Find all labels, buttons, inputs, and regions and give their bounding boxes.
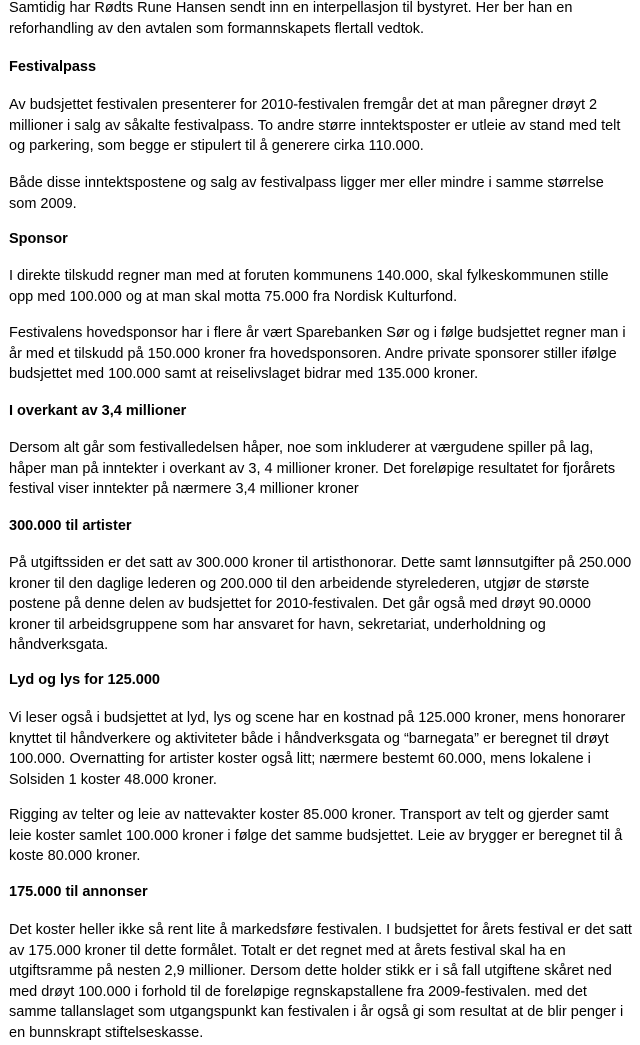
text-line: 100.000. Overnatting for artister koster også litt; nærmere bestemt 60.000, mens lokalene i [9, 751, 591, 767]
intro-paragraph [9, 0, 572, 39]
text-line: og parkering, som begge er stipulert til å generere cirka 110.000. [9, 138, 424, 154]
text-line: I direkte tilskudd regner man med at foruten kommunens 140.000, skal fylkeskommunen stille [9, 268, 609, 284]
section-heading-i-overkant: I overkant av 3,4 millioner [9, 403, 187, 419]
text-line: millioner i salg av såkalte festivalpass. To andre større inntektsposter er utleie av stand med telt [9, 117, 621, 134]
text-line: håndverksgata. [9, 637, 109, 653]
section-heading-artister: 300.000 til artister [9, 518, 132, 534]
paragraph [9, 95, 620, 157]
text-line: På utgiftssiden er det satt av 300.000 kroner til artisthonorar. Dette samt lønnsutgifter på 250.000 [9, 555, 632, 571]
text-line: utgiftsramme på nesten 2,9 millioner. Dersom dette holder stikk er i så fall utgiftene skåret ned [9, 963, 612, 979]
text-line: år med et tilskudd på 150.000 kroner fra hovedsponsoren. Andre private sponsorer stiller ifølge [9, 345, 617, 362]
paragraph [9, 805, 622, 867]
text-line: som 2009. [9, 195, 77, 212]
text-line: Det koster heller ikke så rent lite å markedsføre festivalen. I budsjettet for årets festival er det satt [9, 922, 632, 938]
paragraph [9, 266, 609, 307]
section-heading-lyd-og-lys: Lyd og lys for 125.000 [9, 672, 160, 688]
text-line: håper man på inntekter i overkant av 3, 4 millioner kroner. Det foreløpige resultatet for fjorårets [9, 460, 616, 477]
paragraph [9, 173, 604, 214]
text-line: Dersom alt går som festivalledelsen håper, noe som inkluderer at værgudene spiller på lag, [9, 440, 594, 456]
paragraph [9, 708, 625, 790]
text-line: Vi leser også i budsjettet at lyd, lys og scene har en kostnad på 125.000 kroner, mens honorarer [9, 710, 626, 726]
text-line: Rigging av telter og leie av nattevakter koster 85.000 kroner. Transport av telt og gjerder samt [9, 807, 609, 823]
text-line: Av budsjettet festivalen presenterer for 2010-festivalen fremgår det at man påregner drøyt 2 [9, 97, 598, 113]
text-line: en bunnskrapt stiftelseskasse. [9, 1024, 204, 1041]
paragraph [9, 438, 615, 500]
text-line: Samtidig har Rødts Rune Hansen sendt inn en interpellasjon til bystyret. Her ber han en [9, 0, 573, 16]
text-line: Festivalens hovedsponsor har i flere år vært Sparebanken Sør og i følge budsjettet regner man i [9, 325, 626, 341]
text-line: samme tallanslaget som utgangspunkt kan festivalen i år også gi som resultat at de blir penger i [9, 1004, 624, 1020]
paragraph [9, 323, 626, 385]
text-line: Både disse inntektspostene og salg av festivalpass ligger mer eller mindre i samme størrelse [9, 175, 604, 191]
text-line: knyttet til håndverkere og aktiviteter både i håndverksgata og “barnegata” er beregnet til drøyt [9, 730, 609, 747]
text-line: med drøyt 100.000 i forhold til de foreløpige regnskapstallene fra 2009-festivalen. med det [9, 983, 587, 1000]
text-line: opp med 100.000 og at man skal motta 75.000 fra Nordisk Kulturfond. [9, 288, 458, 305]
paragraph [9, 553, 631, 656]
text-line: av 175.000 kroner til dette formålet. Totalt er det regnet med at årets festival skal ha en [9, 942, 566, 959]
paragraph [9, 920, 632, 1043]
section-heading-annonser: 175.000 til annonser [9, 884, 148, 900]
text-line: kroner til den daglige lederen og 200.000 til den arbeidende styrelederen, utgjør de største [9, 575, 590, 592]
text-line: postene på denne delen av budsjettet for 2010-festivalen. Det går også med drøyt 90.0000 [9, 596, 591, 612]
text-line: koste 80.000 kroner. [9, 848, 141, 864]
text-line: budsjettet med 100.000 samt at reiselivslaget bidrar med 135.000 kroner. [9, 366, 479, 382]
text-line: leie koster samlet 100.000 kroner i følge det samme budsjettet. Leie av brygger er beregnet til å [9, 827, 623, 844]
text-line: Solsiden 1 koster 48.000 kroner. [9, 771, 217, 788]
section-heading-festivalpass: Festivalpass [9, 59, 97, 75]
text-line: reforhandling av den avtalen som formannskapets flertall vedtok. [9, 20, 425, 37]
section-heading-sponsor: Sponsor [9, 231, 68, 247]
text-line: kroner til arbeidsgruppene som har ansvaret for havn, sekretariat, underholdning og [9, 616, 546, 633]
text-line: festival viser inntekter på nærmere 3,4 millioner kroner [9, 481, 359, 497]
